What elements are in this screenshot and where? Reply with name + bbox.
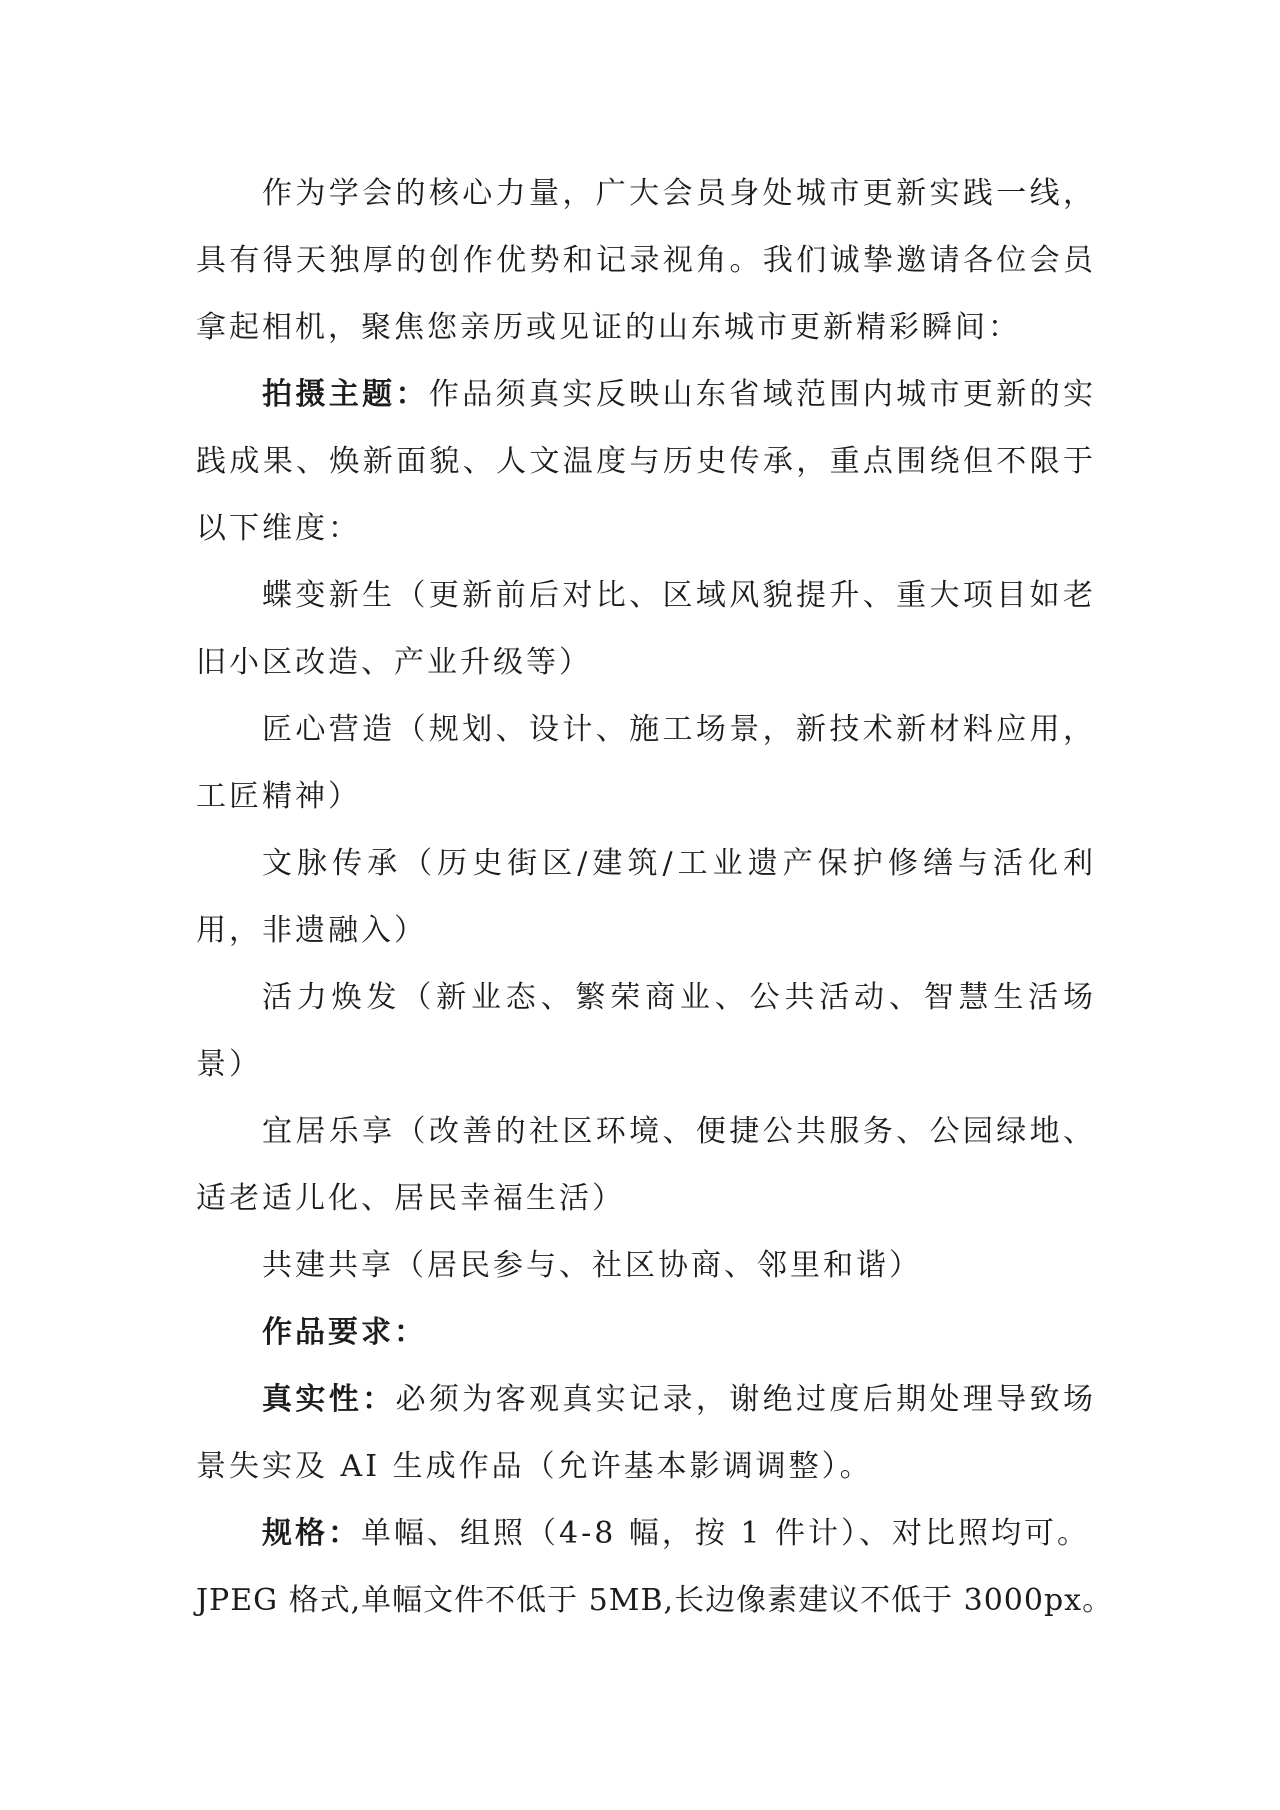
requirements-heading-paragraph (196, 1299, 1096, 1366)
dimension-text: 活力焕发（新业态、繁荣商业、公共活动、智慧生活场景） (196, 980, 1096, 1082)
authenticity-paragraph (196, 1366, 1096, 1500)
dimension-text: 匠心营造（规划、设计、施工场景，新技术新材料应用，工匠精神） (196, 712, 1096, 814)
dimension-text: 文脉传承（历史街区/建筑/工业遗产保护修缮与活化利用，非遗融入） (196, 846, 1096, 948)
intro-text: 作为学会的核心力量，广大会员身处城市更新实践一线，具有得天独厚的创作优势和记录视角。我们诚挚邀请各位会员拿起相机，聚焦您亲历或见证的山东城市更新精彩瞬间： (196, 176, 1096, 345)
spec-format-line (196, 1567, 1114, 1634)
intro-paragraph (196, 160, 1096, 361)
spec-paragraph (196, 1500, 1096, 1567)
dimension-item (196, 562, 1096, 696)
dimension-item (196, 1098, 1096, 1232)
theme-text: 作品须真实反映山东省域范围内城市更新的实践成果、焕新面貌、人文温度与历史传承，重点围绕但不限于以下维度： (196, 377, 1096, 546)
dimension-text: 蝶变新生（更新前后对比、区域风貌提升、重大项目如老旧小区改造、产业升级等） (196, 578, 1096, 680)
dimension-item (196, 964, 1096, 1098)
theme-heading: 拍摄主题： (262, 377, 429, 412)
authenticity-heading: 真实性： (262, 1382, 396, 1417)
dimension-item (196, 1232, 1096, 1299)
dimension-text: 共建共享（居民参与、社区协商、邻里和谐） (262, 1248, 922, 1283)
dimension-item (196, 830, 1096, 964)
requirements-heading: 作品要求： (262, 1315, 427, 1350)
spec-heading: 规格： (262, 1516, 361, 1551)
document-body (196, 160, 1114, 1634)
theme-paragraph (196, 361, 1096, 562)
spec-text-line2: JPEG 格式,单幅文件不低于 5MB,长边像素建议不低于 3000px。 (196, 1583, 1114, 1618)
dimension-text: 宜居乐享（改善的社区环境、便捷公共服务、公园绿地、适老适儿化、居民幸福生活） (196, 1114, 1096, 1216)
spec-text-line1: 单幅、组照（4-8 幅，按 1 件计）、对比照均可。 (361, 1516, 1091, 1551)
authenticity-text: 必须为客观真实记录，谢绝过度后期处理导致场景失实及 AI 生成作品（允许基本影调调整）。 (196, 1382, 1096, 1484)
dimension-item (196, 696, 1096, 830)
